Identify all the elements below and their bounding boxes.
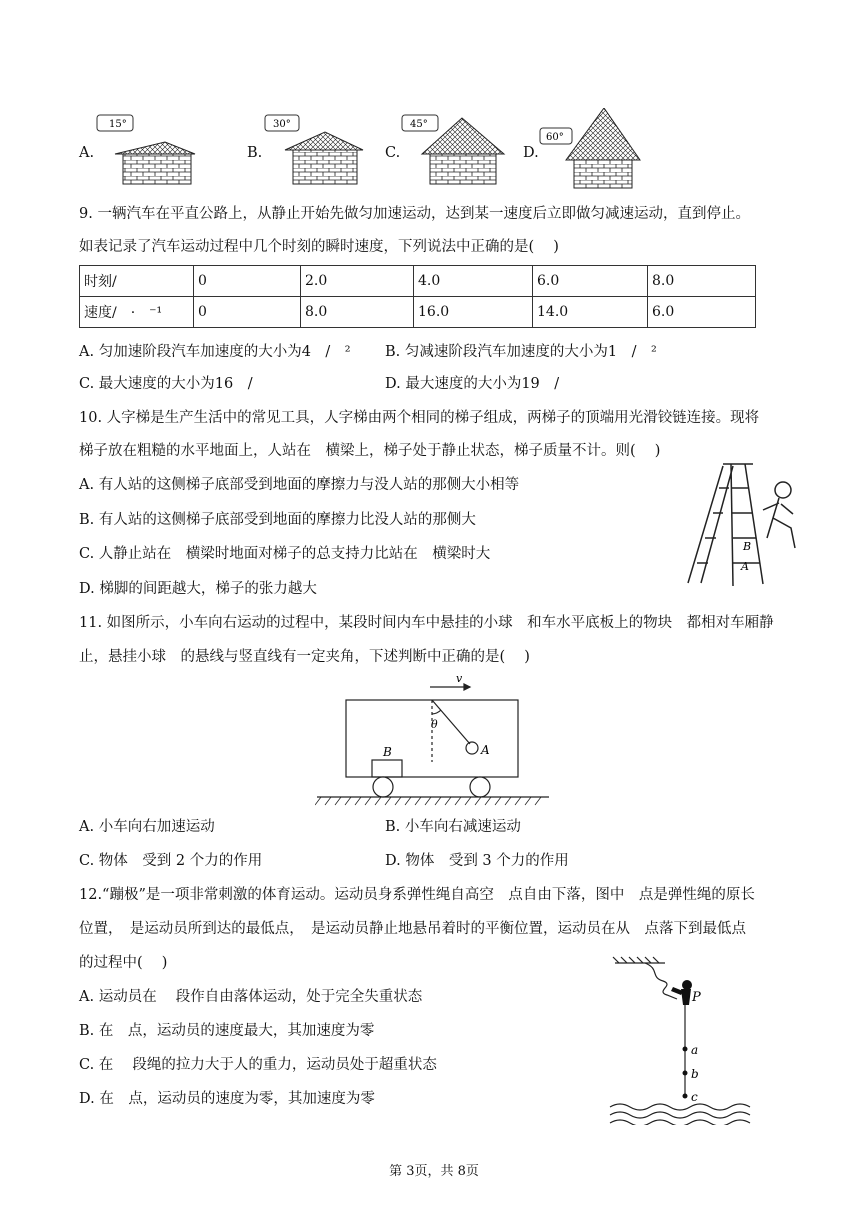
table-cell: 6.0 xyxy=(533,266,648,297)
q9-option-b: B. 匀减速阶段汽车加速度的大小为1 / ² xyxy=(385,344,657,360)
q9-option-a: A. 匀加速阶段汽车加速度的大小为4 / ² xyxy=(79,344,351,360)
q9-stem-cont: 如表记录了汽车运动过程中几个时刻的瞬时速度，下列说法中正确的是( ) xyxy=(79,239,559,255)
block-label: B xyxy=(383,745,392,759)
bungee-figure xyxy=(605,955,755,1125)
q10-option-a: A. 有人站的这侧梯子底部受到地面的摩擦力与没人站的那侧大小相等 xyxy=(79,477,520,493)
point-p-label: P xyxy=(692,990,701,1005)
angle-label: 45° xyxy=(410,119,428,130)
q10-stem: 10. 人字梯是生产生活中的常见工具，人字梯由两个相同的梯子组成，两梯子的顶端用光滑铰链连接。现将 xyxy=(79,410,760,426)
house-60-figure xyxy=(538,108,648,190)
q12-option-b: B. 在 点，运动员的速度最大，其加速度为零 xyxy=(79,1023,375,1039)
theta-label: θ xyxy=(431,718,438,731)
table-cell: 2.0 xyxy=(301,266,414,297)
q11-stem: 11. 如图所示，小车向右运动的过程中，某段时间内车中悬挂的小球 和车水平底板上的物块 都相对车厢静 xyxy=(79,615,774,631)
page-footer: 第 3页，共 8页 xyxy=(389,1164,479,1179)
table-cell: 6.0 xyxy=(648,297,756,328)
table-row xyxy=(80,297,756,328)
angle-label: 30° xyxy=(273,119,291,130)
point-c-label: c xyxy=(691,1090,698,1104)
table-cell: 0 xyxy=(194,266,301,297)
table-cell: 16.0 xyxy=(414,297,533,328)
q10-option-b: B. 有人站的这侧梯子底部受到地面的摩擦力比没人站的那侧大 xyxy=(79,512,476,528)
table-cell: 8.0 xyxy=(301,297,414,328)
angle-label: 60° xyxy=(546,132,564,143)
q12-option-c: C. 在 段绳的拉力大于人的重力，运动员处于超重状态 xyxy=(79,1057,437,1073)
q9-option-d: D. 最大速度的大小为19 / xyxy=(385,376,560,392)
ladder-label-b: B xyxy=(743,540,752,553)
q11-stem-cont: 止，悬挂小球 的悬线与竖直线有一定夹角，下述判断中正确的是( ) xyxy=(79,649,530,665)
q11-option-c: C. 物体 受到 2 个力的作用 xyxy=(79,853,263,869)
q10-option-c: C. 人静止站在 横梁时地面对梯子的总支持力比站在 横梁时大 xyxy=(79,546,491,562)
table-cell: 4.0 xyxy=(414,266,533,297)
ladder-label-a: A xyxy=(741,560,749,573)
house-45-figure xyxy=(400,112,510,187)
q10-stem-cont: 梯子放在粗糙的水平地面上，人站在 横梁上，梯子处于静止状态，梯子质量不计。则( ) xyxy=(79,443,661,459)
q9-option-c: C. 最大速度的大小为16 / xyxy=(79,376,253,392)
q12-option-d: D. 在 点，运动员的速度为零，其加速度为零 xyxy=(79,1091,375,1107)
ball-label: A xyxy=(481,743,490,757)
house-30-figure xyxy=(263,112,373,187)
q12-stem: 12.“蹦极”是一项非常刺激的体育运动。运动员身系弹性绳自高空 点自由下落，图中 点是弹性绳的原长 xyxy=(79,887,755,903)
q8-option-letter: A. xyxy=(79,145,95,161)
q12-stem-cont: 位置， 是运动员所到达的最低点， 是运动员静止地悬吊着时的平衡位置，运动员在从 点落下到最低点 xyxy=(79,921,746,937)
q8-option-letter: C. xyxy=(385,145,401,161)
q11-option-b: B. 小车向右减速运动 xyxy=(385,819,521,835)
point-a-label: a xyxy=(691,1043,699,1057)
house-15-figure xyxy=(95,112,205,187)
table-cell: 8.0 xyxy=(648,266,756,297)
table-cell: 速度/ · ⁻¹ xyxy=(80,297,194,328)
table-cell: 时刻/ xyxy=(80,266,194,297)
q12-option-a: A. 运动员在 段作自由落体运动，处于完全失重状态 xyxy=(79,989,423,1005)
velocity-label: v xyxy=(456,672,463,685)
cart-figure xyxy=(315,672,551,808)
table-cell: 14.0 xyxy=(533,297,648,328)
table-cell: 0 xyxy=(194,297,301,328)
q8-option-letter: B. xyxy=(247,145,263,161)
angle-label: 15° xyxy=(109,119,127,130)
q11-option-d: D. 物体 受到 3 个力的作用 xyxy=(385,853,569,869)
speed-table xyxy=(79,265,756,328)
point-b-label: b xyxy=(691,1067,699,1081)
q9-stem: 9. 一辆汽车在平直公路上，从静止开始先做匀加速运动，达到某一速度后立即做匀减速运动，直到停止。 xyxy=(79,206,750,222)
table-row xyxy=(80,266,756,297)
ladder-figure xyxy=(683,458,813,593)
q11-option-a: A. 小车向右加速运动 xyxy=(79,819,215,835)
q10-option-d: D. 梯脚的间距越大，梯子的张力越大 xyxy=(79,581,317,597)
q12-stem-cont: 的过程中( ) xyxy=(79,955,168,971)
q8-option-letter: D. xyxy=(523,145,539,161)
